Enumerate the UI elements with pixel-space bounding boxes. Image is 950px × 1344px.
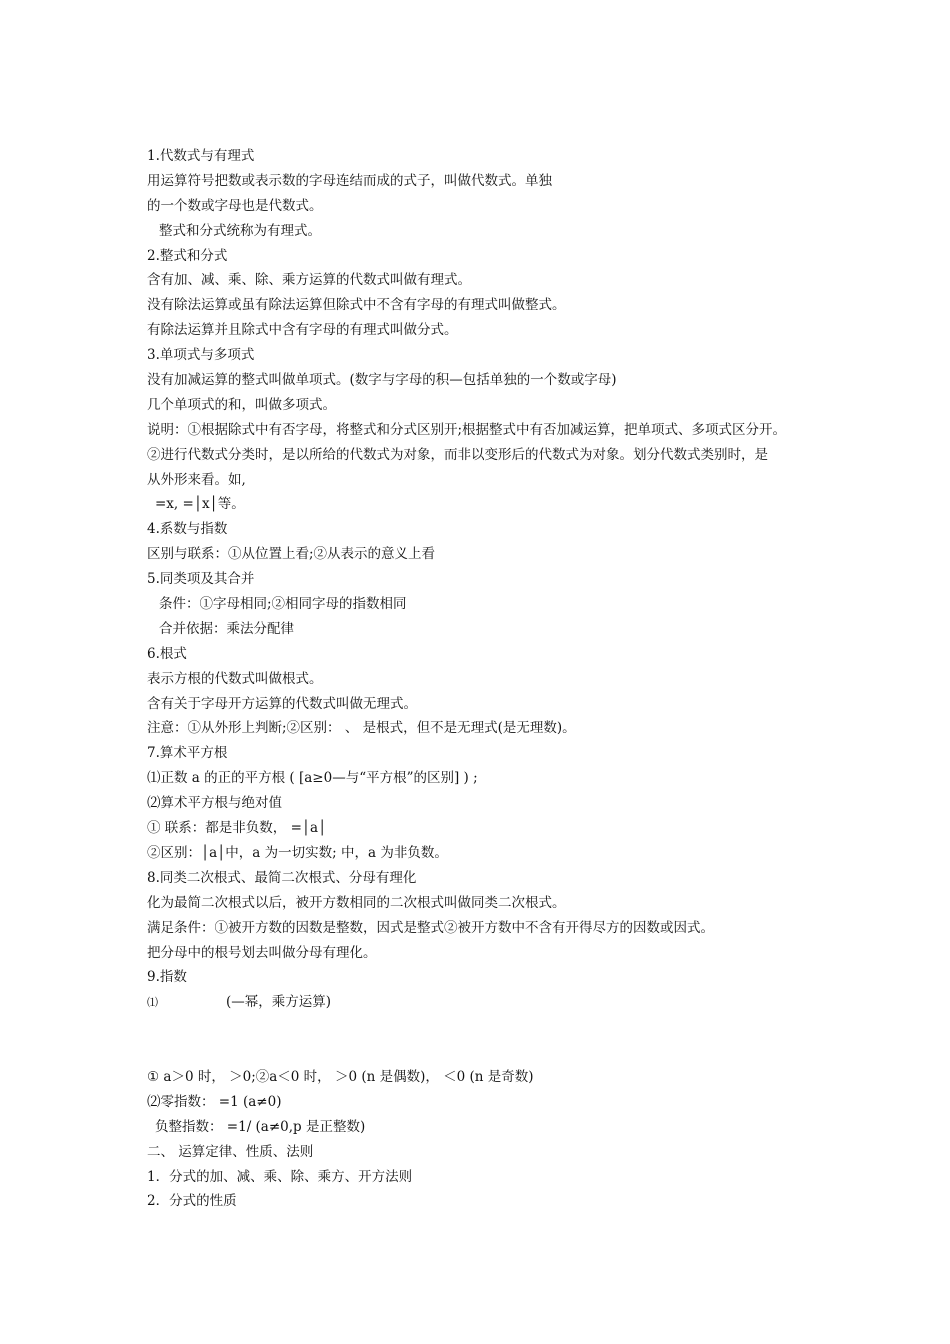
- paragraph-line: ⑴正数 a 的正的平方根 ( [a≥0—与“平方根”的区别] ) ;: [147, 770, 478, 787]
- paragraph-line: ⑵零指数： =1 (a≠0): [147, 1093, 282, 1110]
- paragraph-line: 用运算符号把数或表示数的字母连结而成的式子，叫做代数式。单独: [147, 172, 552, 189]
- paragraph-line: 的一个数或字母也是代数式。: [147, 197, 323, 214]
- paragraph-line: 2．分式的性质: [147, 1193, 237, 1210]
- paragraph-line: 表示方根的代数式叫做根式。: [147, 670, 323, 687]
- heading-integral-fractional: 2.整式和分式: [147, 247, 228, 264]
- paragraph-line-power: [147, 990, 827, 1015]
- paragraph-line: 说明：①根据除式中有否字母，将整式和分式区别开;根据整式中有否加减运算，把单项式、多项式区分开。: [147, 421, 787, 438]
- paragraph-line: ⑵算术平方根与绝对值: [147, 795, 282, 812]
- paragraph-line: ① a＞0 时， ＞0;②a＜0 时， ＞0 (n 是偶数)， ＜0 (n 是奇数): [147, 1068, 534, 1085]
- paragraph-line: 从外形来看。如,: [147, 471, 246, 488]
- paragraph-line: 没有加减运算的整式叫做单项式。(数字与字母的积—包括单独的一个数或字母): [147, 372, 617, 389]
- paragraph-line: 整式和分式统称为有理式。: [159, 222, 321, 239]
- paragraph-line: 满足条件：①被开方数的因数是整数，因式是整式②被开方数中不含有开得尽方的因数或因式。: [147, 919, 714, 936]
- paragraph-line: 负整指数： =1/ (a≠0,p 是正整数): [155, 1118, 366, 1135]
- paragraph-line: 注意：①从外形上判断;②区别： 、 是根式，但不是无理式(是无理数)。: [147, 720, 576, 737]
- paragraph-line: 几个单项式的和，叫做多项式。: [147, 396, 336, 413]
- power-note: (—幂，乘方运算): [226, 994, 332, 1011]
- paragraph-line: 区别与联系：①从位置上看;②从表示的意义上看: [147, 546, 436, 563]
- heading-coefficient-exponent: 4.系数与指数: [147, 521, 228, 538]
- paragraph-line: 把分母中的根号划去叫做分母有理化。: [147, 944, 377, 961]
- heading-arithmetic-square-root: 7.算术平方根: [147, 745, 228, 762]
- paragraph-line: ②区别：│a│中，a 为一切实数; 中，a 为非负数。: [147, 844, 448, 861]
- heading-quadratic-radicals: 8.同类二次根式、最简二次根式、分母有理化: [147, 869, 417, 886]
- paragraph-line: 含有加、减、乘、除、乘方运算的代数式叫做有理式。: [147, 272, 471, 289]
- heading-like-terms: 5.同类项及其合并: [147, 571, 255, 588]
- paragraph-line: 没有除法运算或虽有除法运算但除式中不含有字母的有理式叫做整式。: [147, 297, 566, 314]
- heading-monomial-polynomial: 3.单项式与多项式: [147, 347, 255, 364]
- paragraph-line: 1．分式的加、减、乘、除、乘方、开方法则: [147, 1168, 413, 1185]
- document-body: [147, 144, 827, 1214]
- paragraph-line: ① 联系：都是非负数， =│a│: [147, 820, 327, 837]
- heading-exponent: 9.指数: [147, 969, 187, 986]
- paragraph-line: 条件：①字母相同;②相同字母的指数相同: [159, 596, 407, 613]
- heading-algebraic-rational: 1.代数式与有理式: [147, 148, 255, 164]
- paragraph-line: 合并依据：乘法分配律: [159, 620, 294, 637]
- paragraph-line: 有除法运算并且除式中含有字母的有理式叫做分式。: [147, 322, 458, 339]
- paragraph-line: 化为最简二次根式以后，被开方数相同的二次根式叫做同类二次根式。: [147, 894, 566, 911]
- paragraph-line: 含有关于字母开方运算的代数式叫做无理式。: [147, 695, 417, 712]
- heading-operation-laws: 二、 运算定律、性质、法则: [147, 1143, 314, 1160]
- paragraph-line: ②进行代数式分类时，是以所给的代数式为对象，而非以变形后的代数式为对象。划分代数式类别时，是: [147, 446, 768, 463]
- formula-gap: [147, 1015, 827, 1065]
- heading-radical: 6.根式: [147, 645, 187, 662]
- paragraph-line: =x, =│x│等。: [155, 496, 245, 513]
- item-marker: ⑴: [147, 996, 158, 1010]
